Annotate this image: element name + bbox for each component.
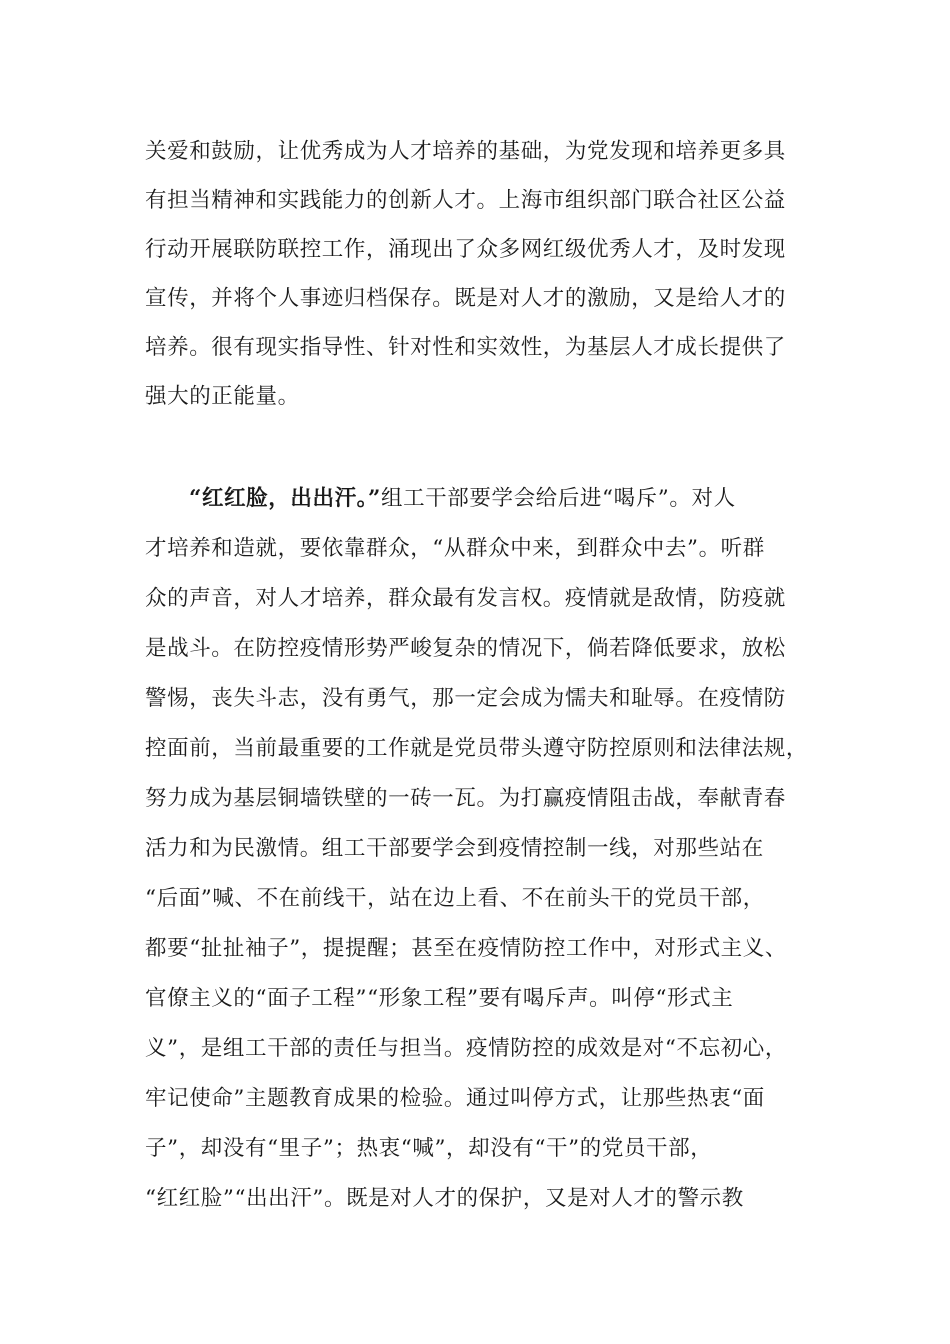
text-line: 义”，是组工干部的责任与担当。疫情防控的成效是对“不忘初心， — [145, 1036, 787, 1061]
text-line: 众的声音，对人才培养，群众最有发言权。疫情就是敌情，防疫就 — [145, 586, 786, 611]
text-line: 警惕，丧失斗志，没有勇气，那一定会成为懦夫和耻辱。在疫情防 — [145, 686, 786, 711]
text-line: 子”，却没有“里子”；热衷“喊”，却没有“干”的党员干部， — [145, 1136, 713, 1161]
text-line: 努力成为基层铜墙铁壁的一砖一瓦。为打赢疫情阻击战，奉献青春 — [145, 786, 786, 811]
text-line: 有担当精神和实践能力的创新人才。上海市组织部门联合社区公益 — [145, 188, 786, 213]
text-line: 培养。很有现实指导性、针对性和实效性，为基层人才成长提供了 — [145, 335, 786, 360]
text-line: 活力和为民激情。组工干部要学会到疫情控制一线，对那些站在 — [145, 836, 764, 861]
text-line: 行动开展联防联控工作，涌现出了众多网红级优秀人才，及时发现 — [145, 237, 786, 262]
text-line: 都要“扯扯袖子”，提提醒；甚至在疫情防控工作中，对形式主义、 — [145, 936, 787, 961]
text-line: 是战斗。在防控疫情形势严峻复杂的情况下，倘若降低要求，放松 — [145, 636, 786, 661]
paragraph-lead-line — [189, 484, 736, 514]
text-line: 才培养和造就，要依靠群众，“从群众中来，到群众中去”。听群 — [145, 536, 765, 561]
text-line: 控面前，当前最重要的工作就是党员带头遵守防控原则和法律法规， — [145, 736, 809, 761]
text-line: “红红脸”“出出汗”。既是对人才的保护，又是对人才的警示教 — [145, 1186, 744, 1211]
text-line: 强大的正能量。 — [145, 384, 300, 409]
text-line: 宣传，并将个人事迹归档保存。既是对人才的激励，又是给人才的 — [145, 286, 786, 311]
lead-rest-text: 组工干部要学会给后进“喝斥”。对人 — [380, 486, 736, 511]
text-line: “后面”喊、不在前线干，站在边上看、不在前头干的党员干部， — [145, 886, 765, 911]
bold-lead-phrase: “红红脸，出出汗。” — [189, 486, 381, 511]
text-line: 牢记使命”主题教育成果的检验。通过叫停方式，让那些热衷“面 — [145, 1086, 765, 1111]
text-line: 关爱和鼓励，让优秀成为人才培养的基础，为党发现和培养更多具 — [145, 139, 786, 164]
text-line: 官僚主义的“面子工程”“形象工程”要有喝斥声。叫停“形式主 — [145, 986, 734, 1011]
